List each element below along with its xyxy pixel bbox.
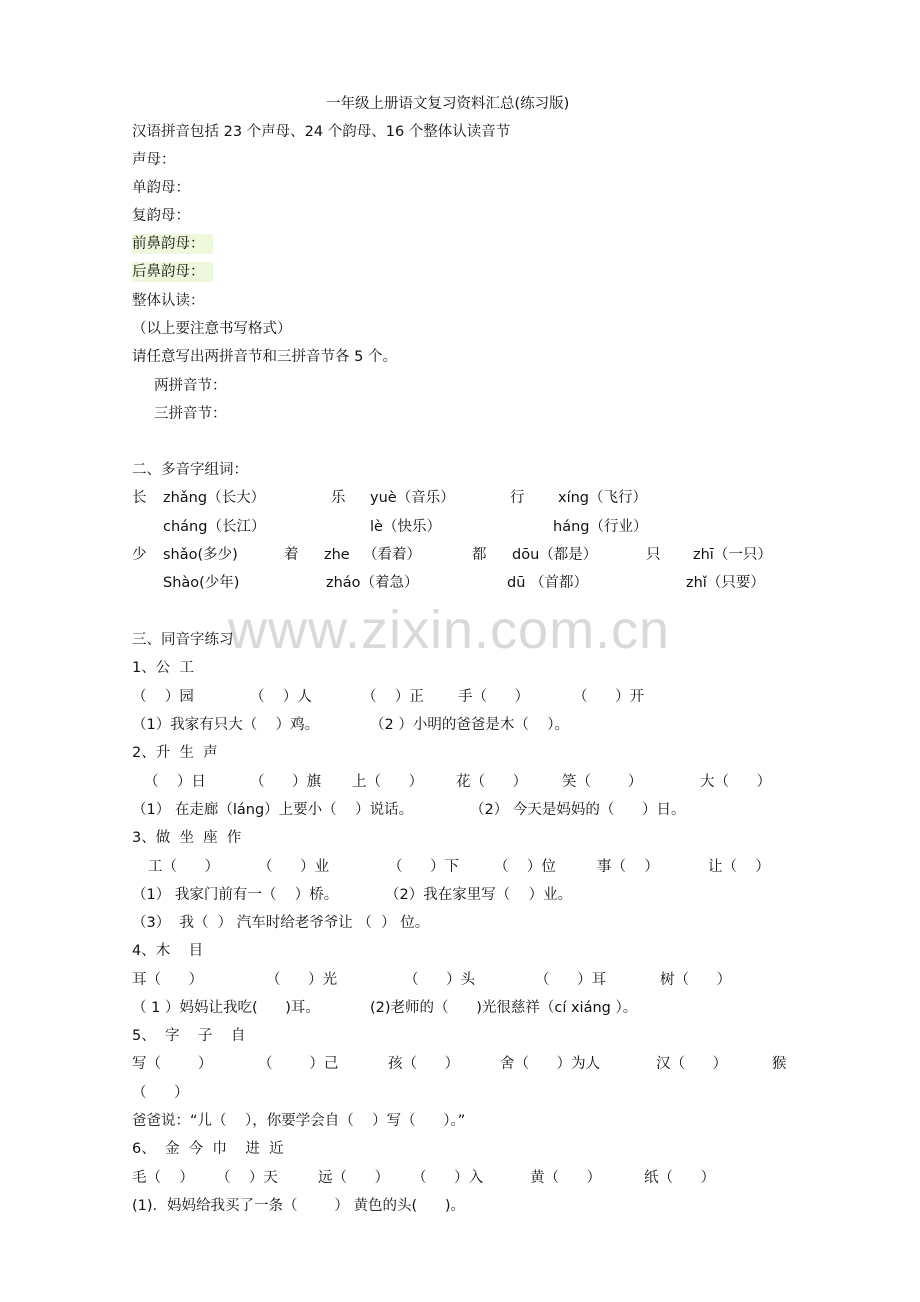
blank-cell: （ ）园 <box>132 689 194 705</box>
char-zhi: 只 <box>646 547 661 563</box>
blank-cell: （ ）光 <box>266 972 338 988</box>
blank-cell: 耳（ ） <box>132 972 204 988</box>
blank-cell: 汉（ ） <box>656 1056 728 1072</box>
blank-cell: （ ）下 <box>388 859 460 875</box>
sentence: （ 1 ）妈妈让我吃( )耳。 <box>132 1000 320 1016</box>
blank-cell: （ ）己 <box>258 1056 339 1072</box>
sentence: (1)．妈妈给我买了一条（ ） 黄色的头( )。 <box>132 1198 465 1214</box>
section-2-heading: 二、多音字组词： <box>132 462 248 478</box>
char-xing: 行 <box>510 490 525 506</box>
word-chang: cháng（长江） <box>163 519 266 535</box>
blank-cell: （ ）位 <box>494 859 556 875</box>
char-le: 乐 <box>331 490 346 506</box>
group-1-label: 1、公 工 <box>132 660 194 676</box>
word-xing: xíng（飞行） <box>558 490 648 506</box>
group-6-label: 6、 金 今 巾 进 近 <box>132 1141 284 1157</box>
sentence: （3） 我（ ） 汽车时给老爷爷让 （ ） 位。 <box>132 915 430 931</box>
blank-cell: （ ）正 <box>362 689 424 705</box>
word-zhi-yi: zhī（一只） <box>693 547 772 563</box>
blank-cell: 树（ ） <box>660 972 732 988</box>
format-note: （以上要注意书写格式） <box>132 321 292 337</box>
dan-yunmu-label: 单韵母： <box>132 180 190 196</box>
watermark: www.zixin.com.cn <box>228 600 671 660</box>
houbi-yunmu-label: 后鼻韵母： <box>132 262 213 282</box>
word-kanzhe: （看着） <box>363 547 421 563</box>
qianbi-yunmu-label: 前鼻韵母： <box>132 234 213 254</box>
blank-cell: 纸（ ） <box>644 1170 716 1186</box>
blank-cell: 写（ ） <box>132 1056 213 1072</box>
char-zhe: 着 <box>284 547 299 563</box>
sentence: （2）我在家里写（ ）业。 <box>385 887 573 903</box>
word-yue: yuè（音乐） <box>370 490 455 506</box>
sentence: (2)老师的（ )光很慈祥（cí xiáng ）。 <box>370 1000 638 1016</box>
sentence: （1） 我家门前有一（ ）桥。 <box>132 887 339 903</box>
sentence: 爸爸说：“儿（ ），你要学会自（ ）写（ ）。” <box>132 1113 466 1129</box>
blank-cell: 大（ ） <box>700 774 772 790</box>
blank-cell: 孩（ ） <box>388 1056 460 1072</box>
blank-cell: 事（ ） <box>597 859 659 875</box>
blank-cell: （ ）天 <box>216 1170 278 1186</box>
word-zhi-yao: zhǐ（只要） <box>686 575 765 591</box>
blank-cell: 毛（ ） <box>132 1170 194 1186</box>
blank-cell: 黄（ ） <box>530 1170 602 1186</box>
san-pin-label: 三拼音节： <box>154 406 227 422</box>
pinyin-zhe: zhe <box>324 547 350 563</box>
blank-cell: 手（ ） <box>458 689 530 705</box>
blank-cell: （ ）开 <box>573 689 645 705</box>
word-zhao: zháo（着急） <box>326 575 419 591</box>
blank-cell: 花（ ） <box>456 774 528 790</box>
word-du: dū （首都） <box>507 575 589 591</box>
blank-cell: 让（ ） <box>708 859 770 875</box>
blank-cell: （ ）耳 <box>535 972 607 988</box>
word-dou: dōu（都是） <box>512 547 598 563</box>
blank-cell: 远（ ） <box>318 1170 390 1186</box>
blank-cell: （ ）旗 <box>250 774 322 790</box>
sentence: （1） 在走廊（láng）上要小（ ）说话。 <box>132 802 414 818</box>
page-title: 一年级上册语文复习资料汇总(练习版) <box>326 96 570 112</box>
word-shao: shǎo(多少) <box>163 547 238 563</box>
char-dou: 都 <box>472 547 487 563</box>
char-zhang: 长 <box>132 490 147 506</box>
blank-cell: 舍（ ）为人 <box>500 1056 601 1072</box>
group-4-label: 4、木 目 <box>132 943 204 959</box>
word-shao4: Shào(少年) <box>163 575 240 591</box>
zhengti-label: 整体认读： <box>132 293 205 309</box>
blank-cell: 猴 <box>772 1056 787 1072</box>
blank-cell: （ ）人 <box>250 689 312 705</box>
word-hang: háng（行业） <box>553 519 648 535</box>
blank-cell: （ ）业 <box>258 859 330 875</box>
section-3-heading: 三、同音字练习 <box>132 632 234 648</box>
blank-cell: （ ）头 <box>404 972 476 988</box>
word-zhang: zhǎng（长大） <box>163 490 266 506</box>
liang-pin-label: 两拼音节： <box>154 378 227 394</box>
group-3-label: 3、做 坐 座 作 <box>132 830 242 846</box>
sentence: （2） 今天是妈妈的（ ）日。 <box>470 802 686 818</box>
task-line: 请任意写出两拼音节和三拼音节各 5 个。 <box>132 349 397 365</box>
group-2-label: 2、升 生 声 <box>132 745 218 761</box>
blank-cell: 笑（ ） <box>562 774 643 790</box>
blank-cell: 工（ ） <box>148 859 220 875</box>
blank-cell: 上（ ） <box>352 774 424 790</box>
sentence: （1）我家有只大（ ）鸡。 <box>132 717 320 733</box>
group-5-label: 5、 字 子 自 <box>132 1028 246 1044</box>
blank-cell: （ ）入 <box>412 1170 484 1186</box>
intro-line: 汉语拼音包括 23 个声母、24 个韵母、16 个整体认读音节 <box>132 124 511 140</box>
char-shao: 少 <box>132 547 147 563</box>
sentence: （2 ）小明的爸爸是木（ ）。 <box>370 717 570 733</box>
shengmu-label: 声母： <box>132 152 176 168</box>
blank-cell: （ ）日 <box>144 774 206 790</box>
blank-cell-wrapped: （ ） <box>132 1085 189 1101</box>
fu-yunmu-label: 复韵母： <box>132 208 190 224</box>
word-le: lè（快乐） <box>370 519 441 535</box>
